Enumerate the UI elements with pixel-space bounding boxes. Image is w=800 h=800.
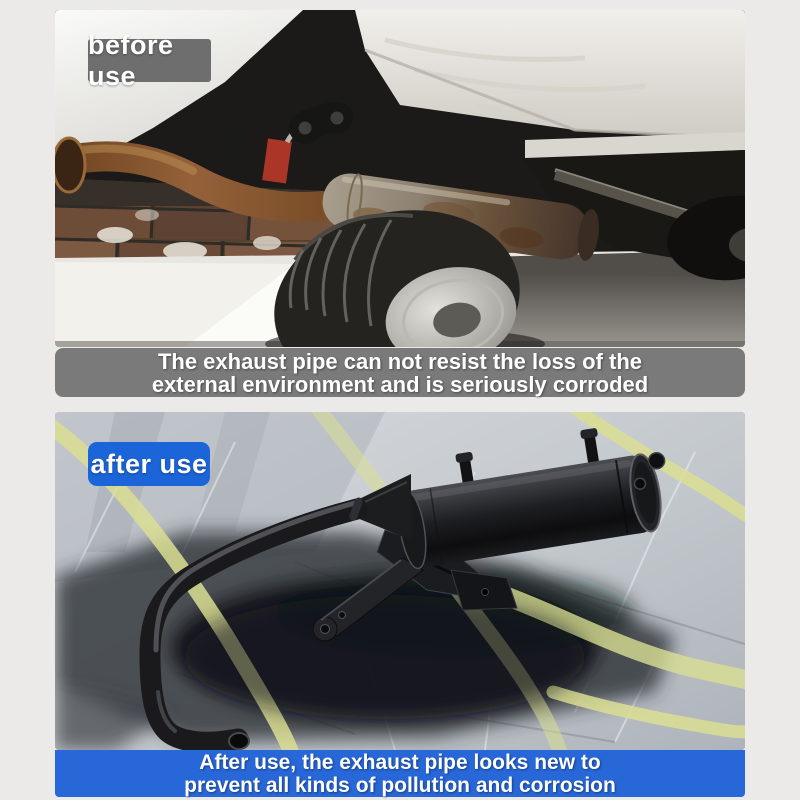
after-caption-line1: After use, the exhaust pipe looks new to [199,750,601,774]
before-photo [55,10,745,347]
after-caption-line2: prevent all kinds of pollution and corrosion [184,773,616,797]
before-caption-line1: The exhaust pipe can not resist the loss of the [157,348,643,374]
before-use-badge: before use [88,39,211,82]
after-photo [55,412,745,750]
before-caption-bar [55,348,745,397]
after-caption-bar [55,750,745,797]
before-caption-line2: external environment and is seriously corroded [151,371,649,397]
after-use-badge: after use [88,442,210,486]
